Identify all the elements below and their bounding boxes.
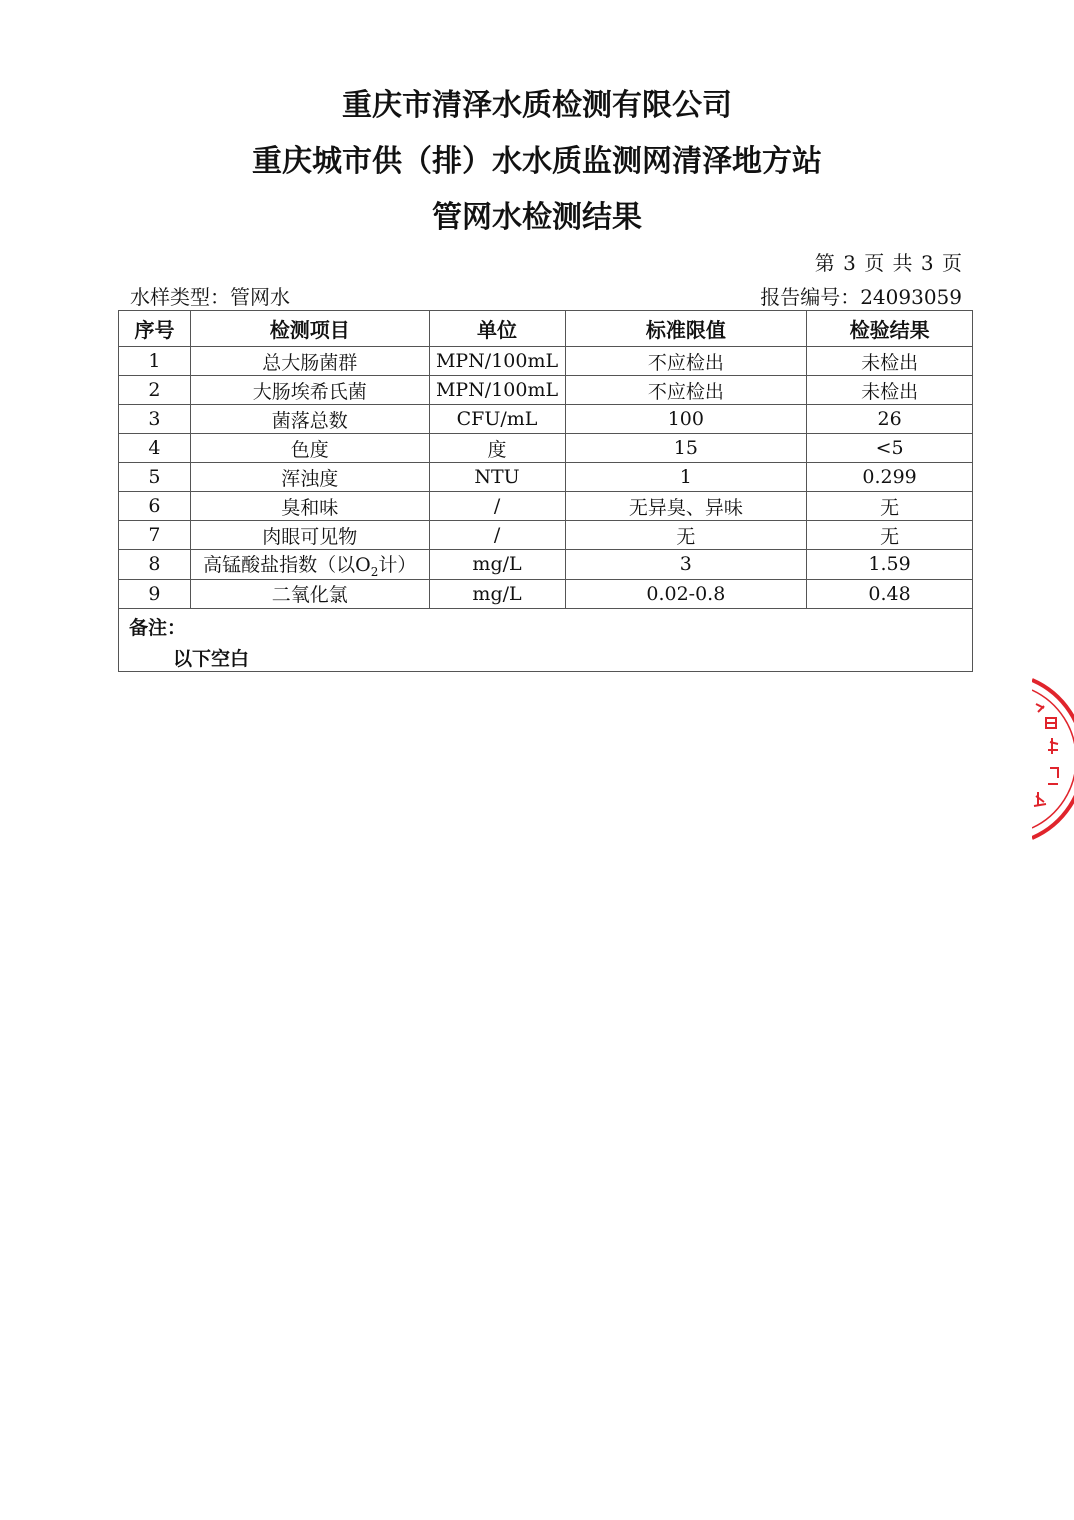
row-result: 26: [807, 405, 973, 434]
row-no: 6: [119, 492, 191, 521]
row-no: 3: [119, 405, 191, 434]
remarks-label: 备注：: [129, 616, 187, 639]
row-limit: 0.02-0.8: [565, 579, 807, 608]
row-limit: 3: [565, 550, 807, 580]
row-unit: NTU: [429, 463, 565, 492]
row-unit: MPN/100mL: [429, 376, 565, 405]
page-indicator: 第 3 页 共 3 页: [814, 251, 962, 275]
table-row: [119, 376, 973, 405]
row-no: 2: [119, 376, 191, 405]
row-no: 4: [119, 434, 191, 463]
row-item: [190, 550, 429, 580]
row-item: 总大肠菌群: [190, 347, 429, 376]
column-header-unit: 单位: [429, 311, 565, 347]
row-item: 肉眼可见物: [190, 521, 429, 550]
table-row: [119, 579, 973, 608]
row-result: 0.48: [807, 579, 973, 608]
table-header-row: [119, 311, 973, 347]
row-unit: mg/L: [429, 579, 565, 608]
row-result: 1.59: [807, 550, 973, 580]
row-item: 浑浊度: [190, 463, 429, 492]
row-item-subscript: 2: [370, 564, 379, 579]
results-table: [118, 310, 973, 672]
row-limit: 100: [565, 405, 807, 434]
row-result: 无: [807, 521, 973, 550]
column-header-item: 检测项目: [190, 311, 429, 347]
remarks-row: [119, 608, 973, 671]
row-unit: /: [429, 521, 565, 550]
row-item: 色度: [190, 434, 429, 463]
column-header-limit: 标准限值: [565, 311, 807, 347]
row-unit: CFU/mL: [429, 405, 565, 434]
row-item: 菌落总数: [190, 405, 429, 434]
company-name: 重庆市清泽水质检测有限公司: [342, 88, 732, 123]
row-result: 未检出: [807, 347, 973, 376]
remarks-text: 以下空白: [173, 647, 250, 670]
row-item: 大肠埃希氏菌: [190, 376, 429, 405]
column-header-no: 序号: [119, 311, 191, 347]
row-limit: 不应检出: [565, 347, 807, 376]
row-result: 未检出: [807, 376, 973, 405]
row-item: 臭和味: [190, 492, 429, 521]
station-name: 重庆城市供（排）水水质监测网清泽地方站: [252, 144, 822, 179]
row-unit: 度: [429, 434, 565, 463]
row-no: 8: [119, 550, 191, 580]
table-row: [119, 405, 973, 434]
remarks-cell: [119, 608, 973, 671]
row-no: 7: [119, 521, 191, 550]
row-no: 9: [119, 579, 191, 608]
official-seal-icon: [1032, 676, 1074, 842]
table-row: [119, 463, 973, 492]
table-row: [119, 550, 973, 580]
row-result: <5: [807, 434, 973, 463]
document-title: 管网水检测结果: [432, 200, 642, 235]
table-row: [119, 434, 973, 463]
row-unit: /: [429, 492, 565, 521]
row-item: 二氧化氯: [190, 579, 429, 608]
table-row: [119, 492, 973, 521]
table-row: [119, 347, 973, 376]
row-item-suffix: 计）: [378, 554, 417, 576]
row-limit: 不应检出: [565, 376, 807, 405]
row-limit: 1: [565, 463, 807, 492]
row-item-prefix: 高锰酸盐指数（以O: [203, 554, 371, 576]
row-result: 0.299: [807, 463, 973, 492]
row-result: 无: [807, 492, 973, 521]
row-limit: 15: [565, 434, 807, 463]
row-limit: 无: [565, 521, 807, 550]
column-header-result: 检验结果: [807, 311, 973, 347]
document-header: [0, 78, 1074, 246]
row-no: 5: [119, 463, 191, 492]
row-unit: mg/L: [429, 550, 565, 580]
sample-type: 水样类型：管网水: [130, 285, 290, 309]
table-row: [119, 521, 973, 550]
report-number: 报告编号：24093059: [760, 285, 962, 309]
row-no: 1: [119, 347, 191, 376]
row-unit: MPN/100mL: [429, 347, 565, 376]
row-limit: 无异臭、异味: [565, 492, 807, 521]
